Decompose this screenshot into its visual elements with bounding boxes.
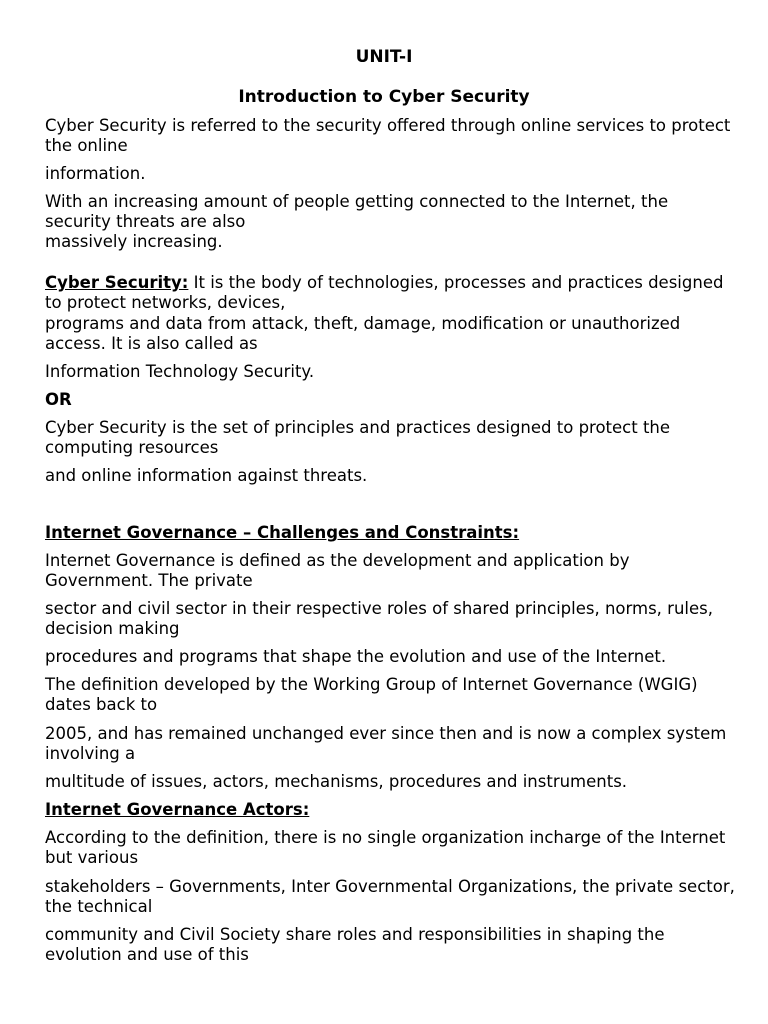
intro-paragraph-3b: massively increasing. [45,232,223,251]
page-title: Introduction to Cyber Security [238,87,530,107]
definition-paragraph-1a [45,273,735,313]
definition-paragraph-2: Information Technology Security. [45,362,315,381]
definition-text-1a: It is the body of technologies, processes and practices designed to protect networks, devices, [45,273,724,312]
definition-label: Cyber Security: [45,273,189,292]
governance-paragraph-5: 2005, and has remained unchanged ever since then and is now a complex system involving a [45,724,727,763]
actors-paragraph-2: stakeholders – Governments, Inter Governmental Organizations, the private sector, the technical [45,877,735,916]
alt-definition-1: Cyber Security is the set of principles and practices designed to protect the computing resources [45,418,671,457]
alt-definition-2: and online information against threats. [45,466,368,485]
section-heading-governance: Internet Governance – Challenges and Constraints: [45,523,520,542]
intro-paragraph-3a: With an increasing amount of people getting connected to the Internet, the security threats are also [45,192,669,231]
governance-paragraph-1: Internet Governance is defined as the development and application by Government. The private [45,551,630,590]
actors-paragraph-1: According to the definition, there is no single organization incharge of the Internet but various [45,828,726,867]
section-heading-actors: Internet Governance Actors: [45,800,310,819]
definition-paragraph-1b: programs and data from attack, theft, damage, modification or unauthorized access. It is also called as [45,314,681,353]
governance-paragraph-4: The definition developed by the Working Group of Internet Governance (WGIG) dates back to [45,675,698,714]
intro-paragraph-2: information. [45,164,146,183]
or-label: OR [45,390,72,409]
intro-paragraph-1: Cyber Security is referred to the security offered through online services to protect the online [45,116,731,155]
actors-paragraph-3: community and Civil Society share roles and responsibilities in shaping the evolution and use of this [45,925,665,964]
governance-paragraph-3: procedures and programs that shape the evolution and use of the Internet. [45,647,667,666]
governance-paragraph-6: multitude of issues, actors, mechanisms, procedures and instruments. [45,772,628,791]
governance-paragraph-2: sector and civil sector in their respective roles of shared principles, norms, rules, decision making [45,599,713,638]
unit-heading: UNIT-I [355,47,413,67]
